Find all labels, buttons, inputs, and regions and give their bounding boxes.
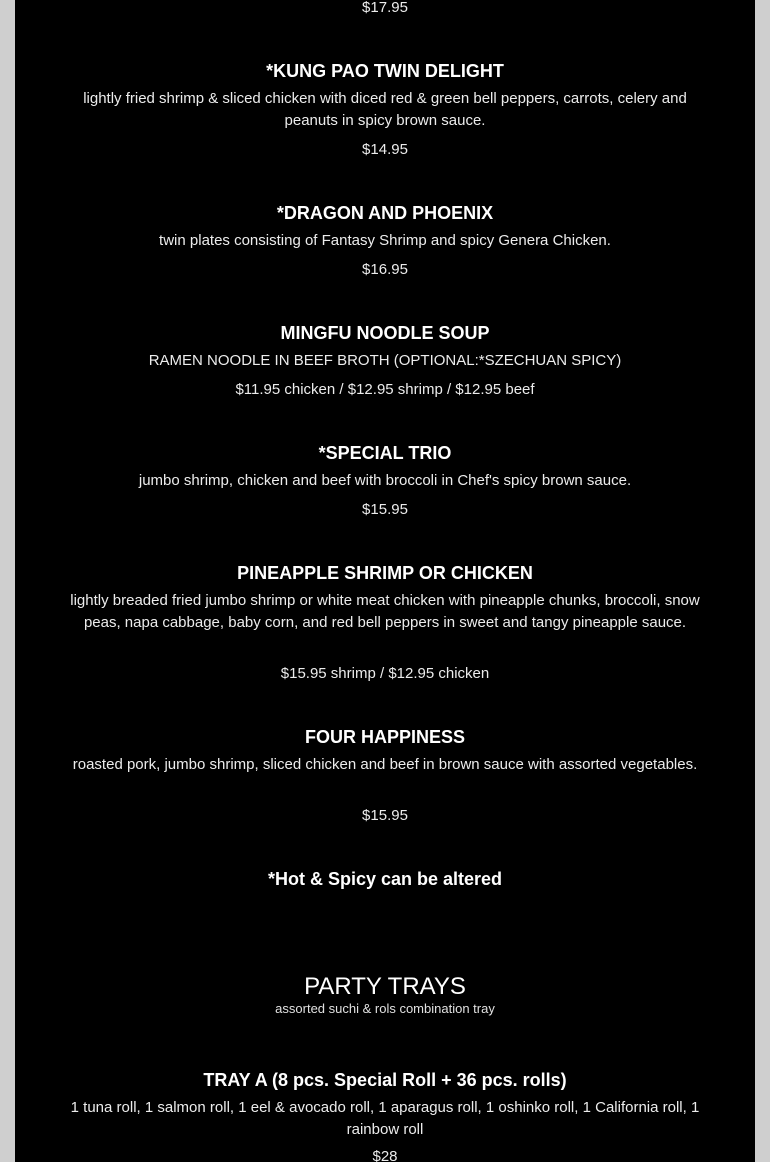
item-title: MINGFU NOODLE SOUP: [280, 323, 490, 343]
item-price: $14.95: [362, 141, 408, 158]
item-price: $17.95: [362, 0, 408, 16]
item-price: $11.95 chicken / $12.95 shrimp / $12.95 beef: [235, 381, 535, 398]
item-description: twin plates consisting of Fantasy Shrimp and spicy Genera Chicken.: [159, 232, 611, 249]
item-description: RAMEN NOODLE IN BEEF BROTH (OPTIONAL:*SZECHUAN SPICY): [148, 352, 622, 369]
tray-description: 1 tuna roll, 1 salmon roll, 1 eel & avocado roll, 1 aparagus roll, 1 oshinko roll, 1 California roll, 1 rainbow roll: [70, 1099, 700, 1138]
item-price: $15.95: [362, 501, 408, 518]
spicy-note: *Hot & Spicy can be altered: [267, 869, 503, 889]
section-title: PARTY TRAYS: [304, 973, 466, 1000]
item-price: $15.95: [362, 807, 408, 824]
item-description: lightly fried shrimp & sliced chicken with diced red & green bell peppers, carrots, celery and peanuts in spicy brown sauce.: [83, 90, 687, 129]
item-description: jumbo shrimp, chicken and beef with broccoli in Chef's spicy brown sauce.: [138, 472, 632, 489]
item-description: lightly breaded fried jumbo shrimp or white meat chicken with pineapple chunks, broccoli, snow peas, napa cabbage, baby corn, and red bell peppers in sweet and tangy pineapple sauce.: [70, 592, 700, 631]
item-title: FOUR HAPPINESS: [304, 727, 466, 747]
tray-title: TRAY A (8 pcs. Special Roll + 36 pcs. rolls): [203, 1070, 567, 1090]
item-price: $15.95 shrimp / $12.95 chicken: [280, 665, 490, 682]
item-price: $16.95: [362, 261, 408, 278]
item-title: *SPECIAL TRIO: [318, 443, 452, 463]
tray-price: $28: [372, 1148, 398, 1162]
item-title: *DRAGON AND PHOENIX: [276, 203, 494, 223]
menu-page: [15, 0, 755, 1162]
item-title: PINEAPPLE SHRIMP OR CHICKEN: [237, 563, 533, 583]
item-description: roasted pork, jumbo shrimp, sliced chicken and beef in brown sauce with assorted vegetables.: [72, 756, 698, 773]
item-title: *KUNG PAO TWIN DELIGHT: [266, 61, 504, 81]
section-subtitle: assorted suchi & rols combination tray: [275, 1001, 495, 1016]
